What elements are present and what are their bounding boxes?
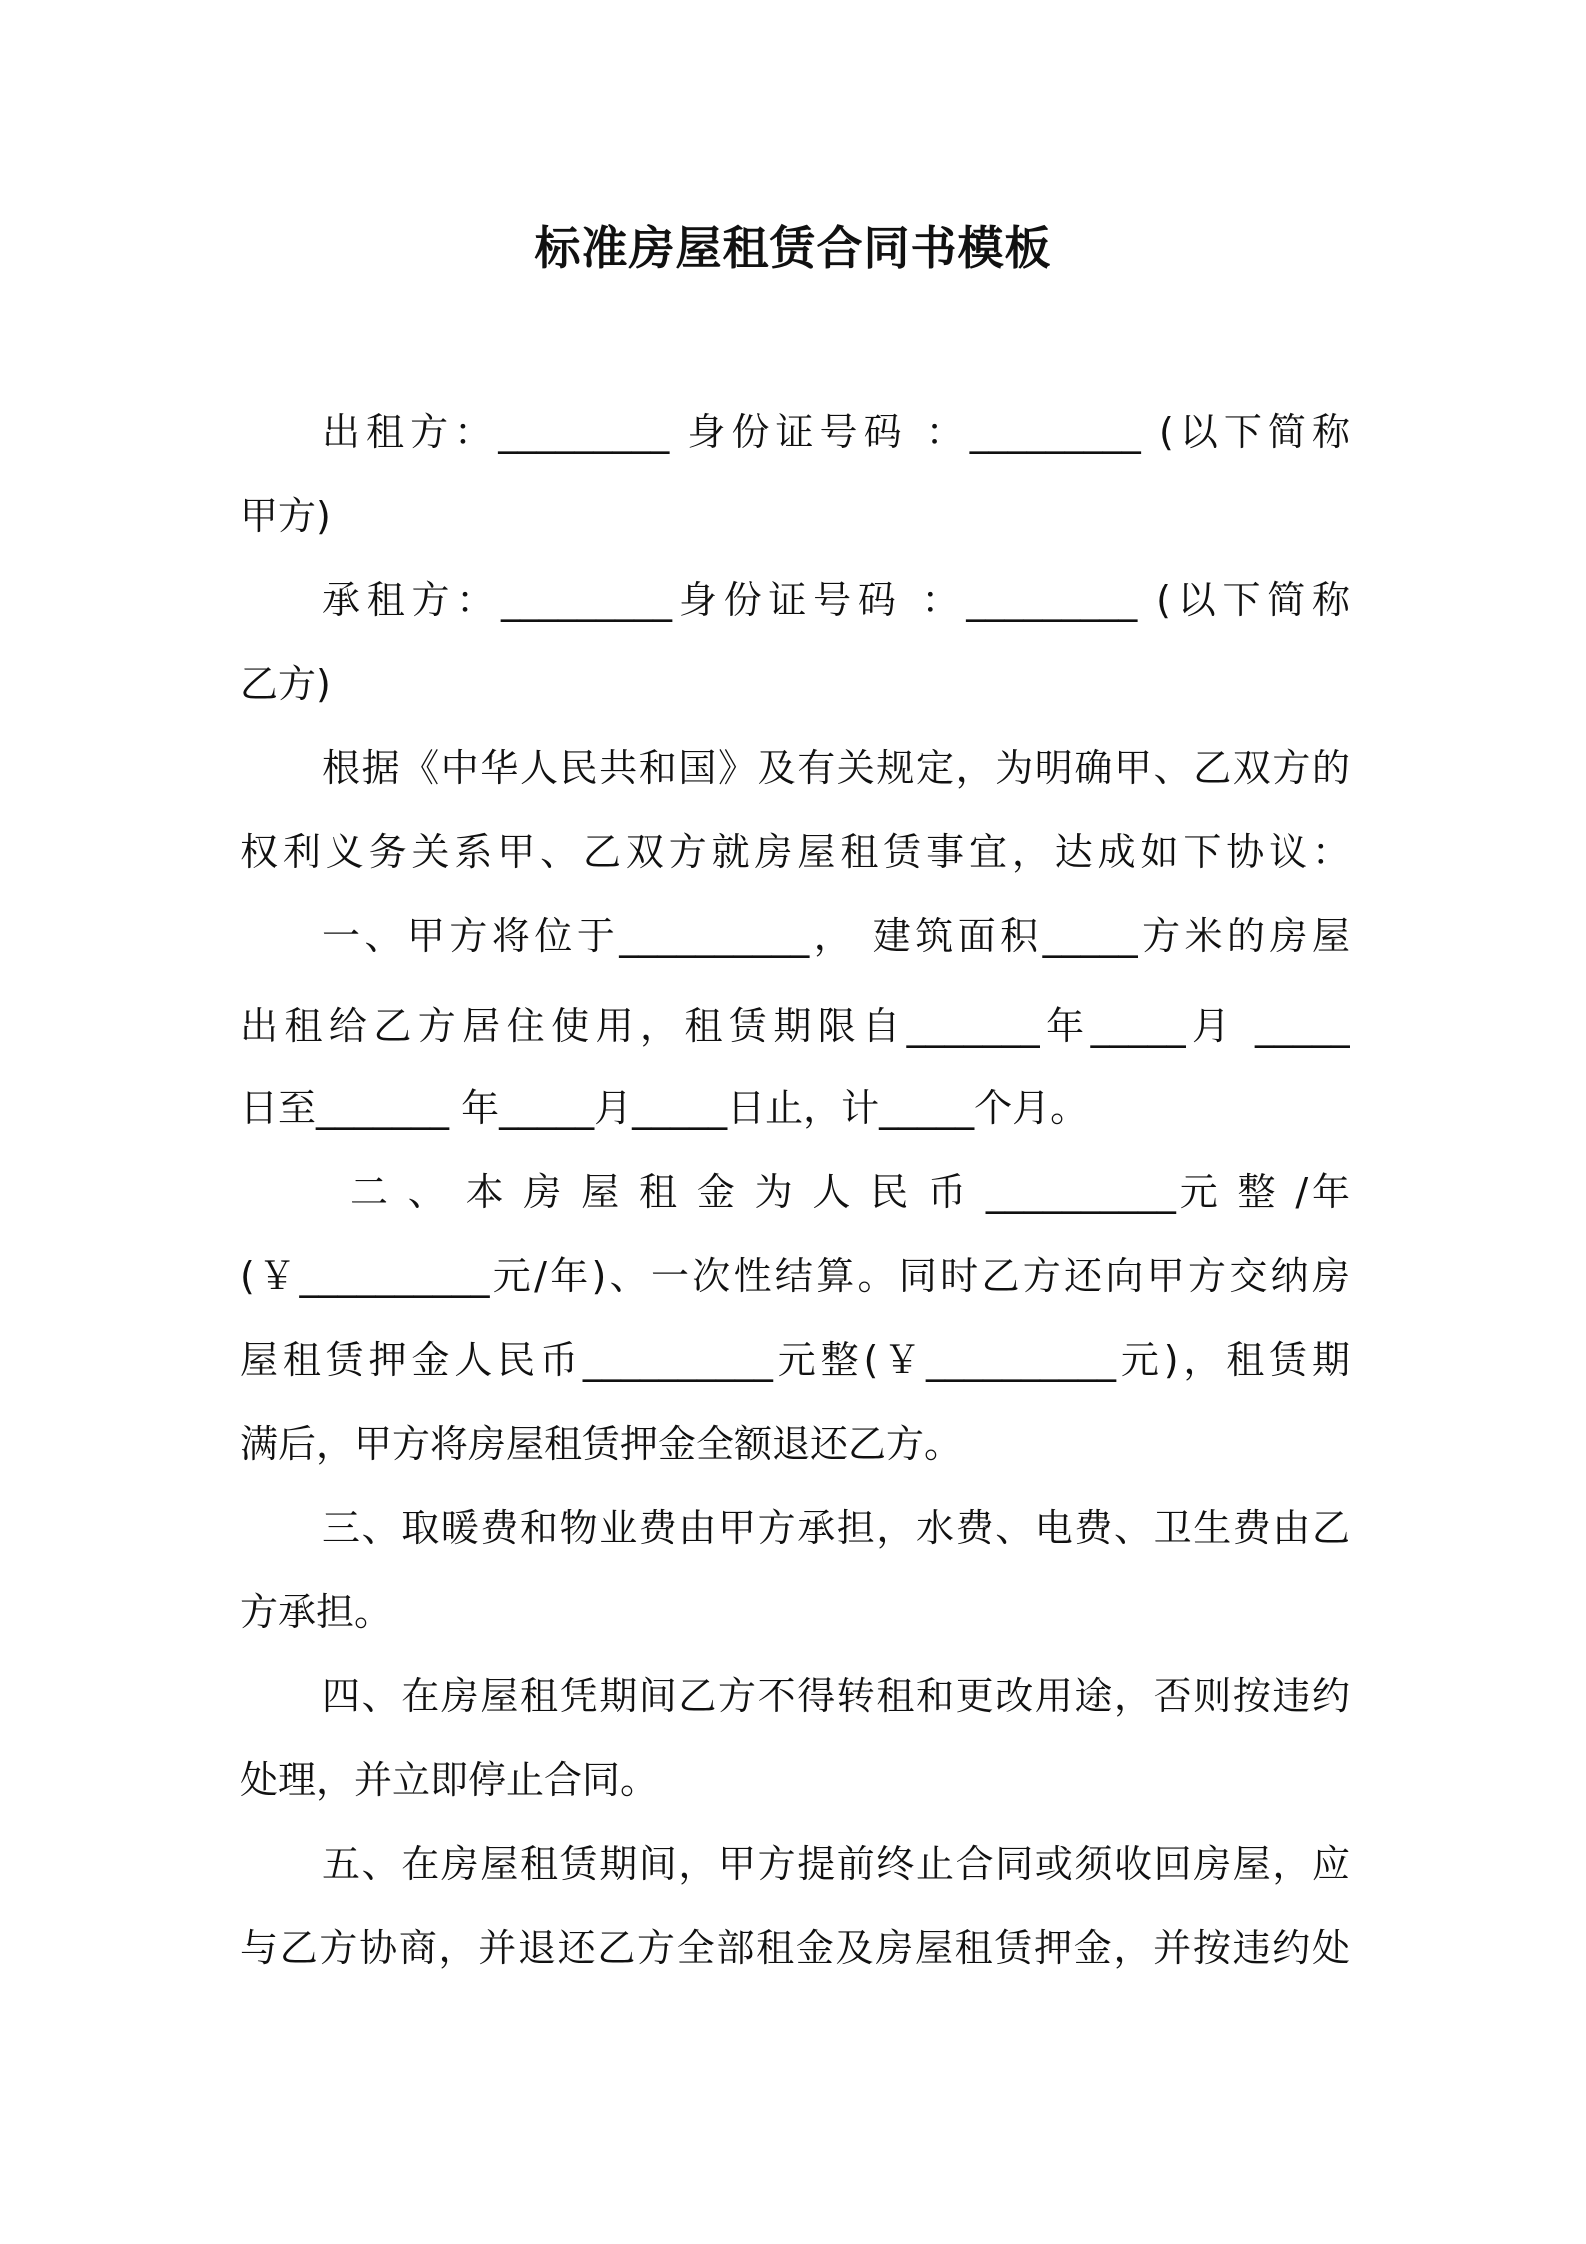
paragraph-line-clause-4-b: 处理，并立即停止合同。 xyxy=(240,1758,659,1802)
paragraph-line-clause-4-a: 四、在房屋租凭期间乙方不得转租和更改用途，否则按违约 xyxy=(322,1674,1350,1718)
paragraph-line-clause-1-c: 日至_______ 年_____月_____日止，计_____个月。 xyxy=(240,1086,1089,1130)
paragraph-line-clause-2-d: 满后，甲方将房屋租赁押金全额退还乙方。 xyxy=(240,1422,963,1466)
paragraph-line-clause-1-a: 一、甲方将位于__________， 建筑面积_____方米的房屋 xyxy=(322,914,1350,958)
paragraph-line-clause-2-a: 二 、 本 房 屋 租 金 为 人 民 币 __________元 整 /年 xyxy=(350,1170,1350,1214)
paragraph-line-clause-2-c: 屋租赁押金人民币__________元整(￥__________元)，租赁期 xyxy=(240,1338,1350,1382)
paragraph-line-clause-5-a: 五、在房屋租赁期间，甲方提前终止合同或须收回房屋，应 xyxy=(322,1842,1350,1886)
paragraph-line-preamble-2: 权利义务关系甲、乙双方就房屋租赁事宜，达成如下协议： xyxy=(240,830,1350,874)
paragraph-line-clause-2-b: (￥__________元/年)、一次性结算。同时乙方还向甲方交纳房 xyxy=(240,1254,1350,1298)
paragraph-line-party-b: 乙方) xyxy=(240,662,331,706)
paragraph-line-lessor: 出租方：_________ 身份证号码 ：_________ (以下简称 xyxy=(322,410,1350,454)
paragraph-line-clause-3-a: 三、取暖费和物业费由甲方承担，水费、电费、卫生费由乙 xyxy=(322,1506,1350,1550)
paragraph-line-clause-1-b: 出租给乙方居住使用，租赁期限自_______年_____月 _____ xyxy=(240,1004,1350,1048)
paragraph-line-preamble-1: 根据《中华人民共和国》及有关规定，为明确甲、乙双方的 xyxy=(322,746,1350,790)
paragraph-line-clause-3-b: 方承担。 xyxy=(240,1590,393,1634)
paragraph-line-party-a: 甲方) xyxy=(240,494,331,538)
document-title: 标准房屋租赁合同书模板 xyxy=(534,221,1052,275)
paragraph-line-lessee: 承租方：_________身份证号码 ：_________ (以下简称 xyxy=(322,578,1350,622)
paragraph-line-clause-5-b: 与乙方协商，并退还乙方全部租金及房屋租赁押金，并按违约处 xyxy=(240,1926,1350,1970)
